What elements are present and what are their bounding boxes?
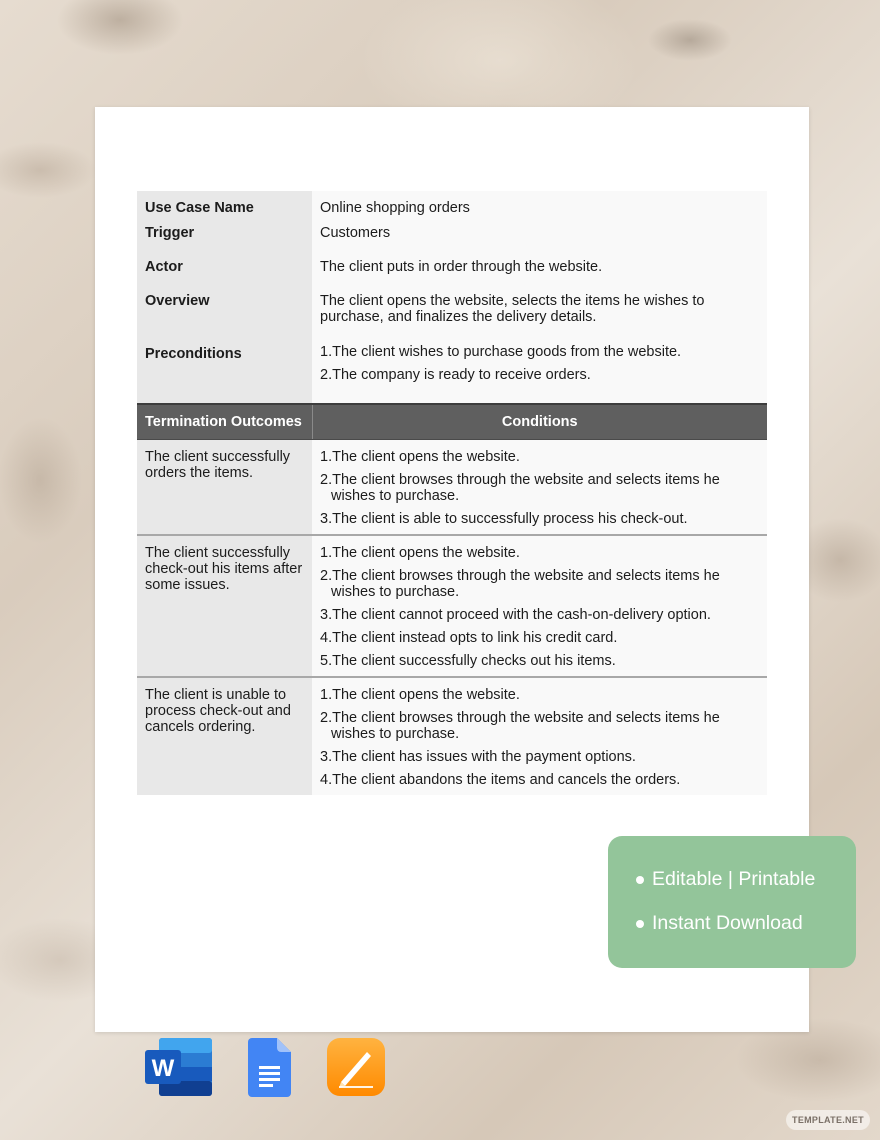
condition-step: 4.The client instead opts to link his credit card.: [320, 629, 618, 646]
outcome-row: [137, 677, 767, 795]
pages-icon[interactable]: [327, 1038, 385, 1096]
feature-label: Instant Download: [652, 912, 803, 934]
condition-step: 1.The client opens the website.: [320, 544, 520, 561]
feature-label: Editable | Printable: [652, 868, 816, 890]
termination-outcomes-header: Termination Outcomes: [137, 404, 312, 439]
condition-step: 2.The client browses through the website and selects items he wishes to purchase.: [320, 709, 720, 742]
condition-step: 2.The client browses through the website and selects items he wishes to purchase.: [320, 471, 720, 504]
outcome-label: The client successfully orders the items.: [137, 439, 312, 535]
condition-step: 3.The client cannot proceed with the cash-on-delivery option.: [320, 606, 711, 623]
outcome-row: [137, 535, 767, 677]
condition-steps: [312, 677, 767, 795]
condition-steps: [312, 535, 767, 677]
row-label: Actor: [137, 259, 312, 293]
condition-step: 5.The client successfully checks out his items.: [320, 652, 616, 669]
row-label: Use Case Name: [137, 191, 312, 225]
preconditions-row: [137, 343, 767, 404]
trigger-row: [137, 225, 767, 259]
use-case-name-row: [137, 191, 767, 225]
conditions-header: Conditions: [312, 404, 767, 439]
overview-row: [137, 293, 767, 343]
precondition-item: 2.The company is ready to receive orders.: [320, 367, 591, 383]
row-value: The client opens the website, selects the items he wishes to purchase, and finalizes the delivery details.: [312, 293, 767, 343]
condition-step: 1.The client opens the website.: [320, 686, 520, 703]
features-badge: [608, 836, 856, 968]
condition-steps: [312, 439, 767, 535]
outcome-row: [137, 439, 767, 535]
word-icon[interactable]: [145, 1038, 212, 1096]
condition-step: 1.The client opens the website.: [320, 448, 520, 465]
actor-row: [137, 259, 767, 293]
row-label: Preconditions: [137, 343, 312, 404]
condition-step: 3.The client is able to successfully process his check-out.: [320, 510, 688, 527]
precondition-item: 1.The client wishes to purchase goods from the website.: [320, 344, 682, 360]
outcome-label: The client is unable to process check-out and cancels ordering.: [137, 677, 312, 795]
row-value: Online shopping orders: [312, 191, 767, 225]
condition-step: 3.The client has issues with the payment options.: [320, 748, 636, 765]
feature-item: [636, 868, 815, 891]
google-docs-icon[interactable]: [248, 1038, 291, 1097]
use-case-table: [137, 191, 767, 795]
svg-text:W: W: [151, 1055, 175, 1082]
outcomes-header-row: [137, 404, 767, 439]
bullet-icon: [636, 920, 644, 928]
feature-item: [636, 912, 803, 935]
bullet-icon: [636, 876, 644, 884]
condition-step: 2.The client browses through the website and selects items he wishes to purchase.: [320, 567, 720, 600]
row-label: Trigger: [137, 225, 312, 259]
row-value: [312, 343, 767, 404]
row-label: Overview: [137, 293, 312, 343]
row-value: Customers: [312, 225, 767, 259]
row-value: The client puts in order through the website.: [312, 259, 767, 293]
brand-watermark: TEMPLATE.NET: [786, 1110, 870, 1130]
condition-step: 4.The client abandons the items and cancels the orders.: [320, 771, 681, 788]
outcome-label: The client successfully check-out his items after some issues.: [137, 535, 312, 677]
